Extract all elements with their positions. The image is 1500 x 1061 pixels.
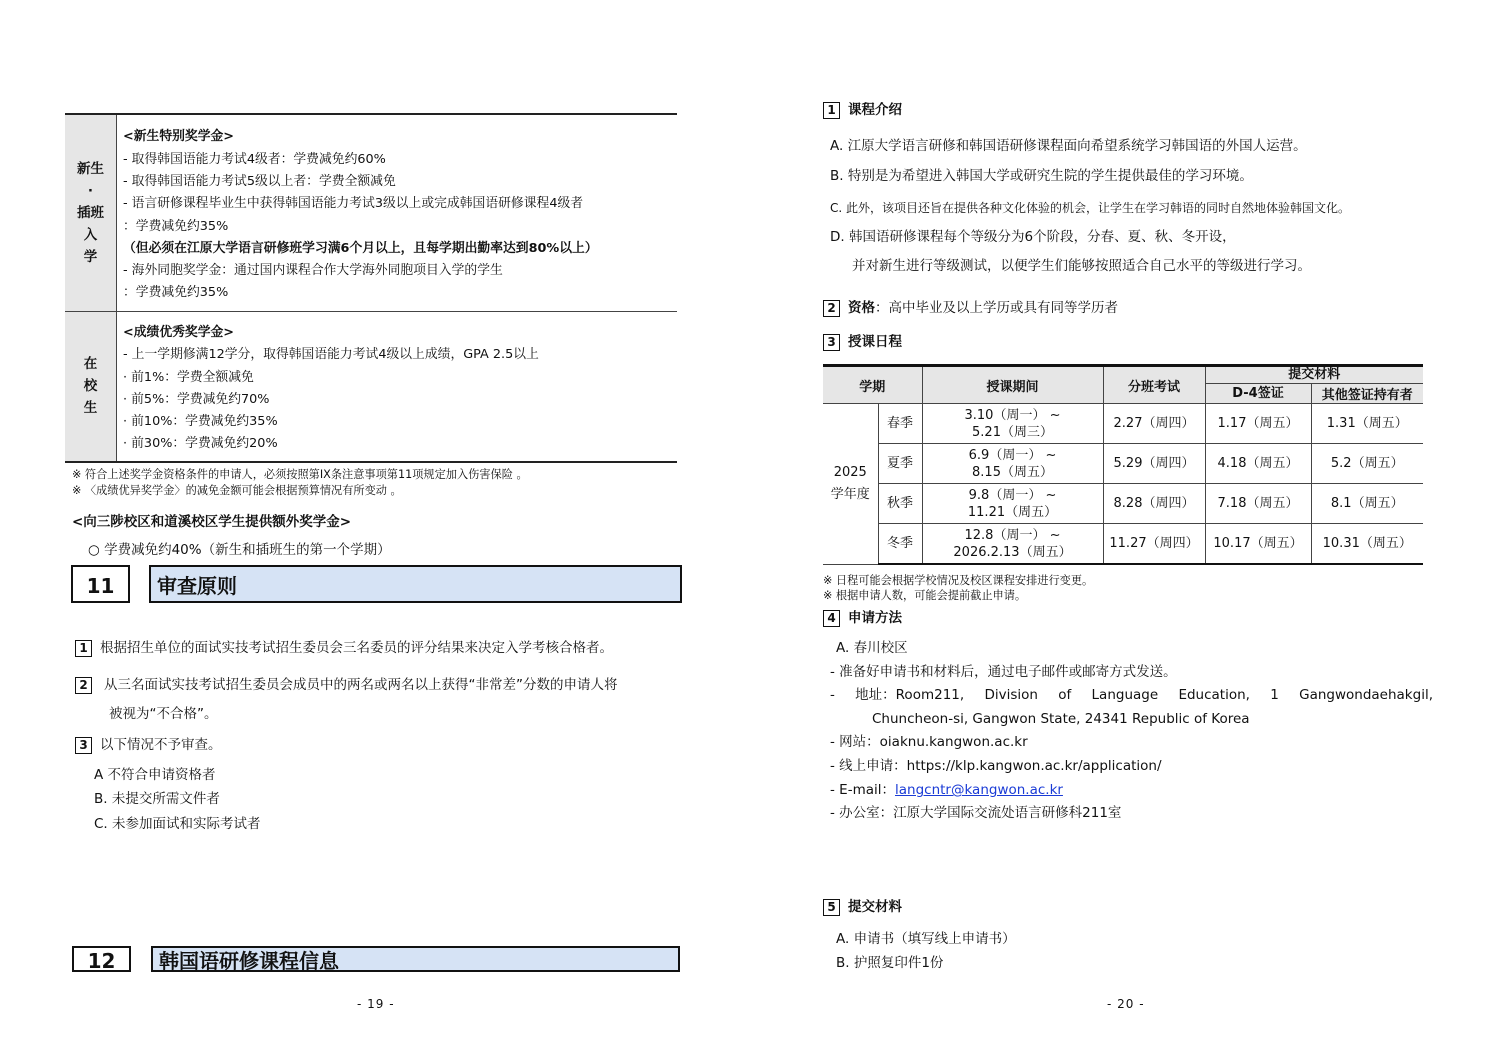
schedule-table — [823, 364, 1423, 565]
document-item-b: B. 护照复印件1份 — [836, 955, 944, 971]
period-start: 3.10（周一） ~ — [964, 407, 1061, 423]
item-text: 以下情况不予审查。 — [100, 737, 222, 753]
period-end: 11.21（周五） — [967, 504, 1058, 520]
number-box: 2 — [75, 677, 92, 694]
section-eligibility — [823, 297, 1118, 320]
period-start: 6.9（周一） ~ — [968, 447, 1057, 463]
d4-cell: 10.17（周五） — [1205, 524, 1311, 565]
header-char: 校 — [83, 378, 98, 395]
intro-item-d-cont: 并对新生进行等级测试，以便学生们能够按照适合自己水平的等级进行学习。 — [852, 258, 1311, 274]
section-12-number: 12 — [72, 946, 131, 972]
list-item: - 上一学期修满12学分，取得韩国语能力考试4级以上成绩，GPA 2.5以上 — [123, 347, 539, 363]
budget-note: ※ 〈成绩优异奖学金〉的减免金额可能会根据预算情况有所变动 。 — [72, 484, 402, 497]
list-item: - 语言研修课程毕业生中获得韩国语能力考试3级以上或完成韩国语研修课程4级者 — [123, 196, 584, 212]
scholarship-table — [65, 113, 677, 463]
season-cell: 春季 — [878, 404, 922, 444]
intro-item-a: A. 江原大学语言研修和韩国语研修课程面向希望系统学习韩国语的外国人运营。 — [830, 138, 1307, 154]
address-word: 1 — [1270, 687, 1279, 703]
header-d4-visa: D-4签证 — [1205, 384, 1311, 404]
table-row — [65, 312, 677, 462]
review-item-3 — [75, 734, 222, 757]
year-label: 学年度 — [830, 486, 870, 502]
eligibility-text: ：高中毕业及以上学历或具有同等学历者 — [875, 300, 1118, 316]
d4-cell: 1.17（周五） — [1205, 404, 1311, 444]
academic-year-cell — [823, 404, 878, 565]
intro-item-b: B. 特别是为希望进入韩国大学或研究生院的学生提供最佳的学习环境。 — [830, 168, 1253, 184]
application-method: - 准备好申请书和材料后，通过电子邮件或邮寄方式发送。 — [830, 664, 1177, 680]
address-line-2: Chuncheon-si, Gangwon State, 24341 Republic of Korea — [872, 711, 1250, 727]
address-label: 地址：Room211, — [855, 687, 965, 703]
section-11-number: 11 — [71, 565, 130, 603]
period-end: 2026.2.13（周五） — [953, 544, 1072, 560]
row-header-current-students — [65, 312, 117, 462]
header-char: · — [87, 183, 94, 199]
period-start: 12.8（周一） ~ — [964, 527, 1061, 543]
number-box: 3 — [823, 334, 840, 351]
address-word: Education, — [1178, 687, 1250, 703]
extra-scholarship-item: ○ 学费减免约40%（新生和插班生的第一个学期） — [88, 542, 391, 558]
exam-cell: 8.28（周四） — [1103, 484, 1205, 524]
item-text: 根据招生单位的面试实技考试招生委员会三名委员的评分结果来决定入学考核合格者。 — [100, 640, 613, 656]
other-cell: 8.1（周五） — [1311, 484, 1423, 524]
email-link[interactable]: langcntr@kangwon.ac.kr — [895, 782, 1063, 798]
section-title: 授课日程 — [848, 334, 902, 350]
review-sub-a: A 不符合申请资格者 — [94, 767, 216, 783]
table-row — [823, 404, 1423, 444]
period-cell — [922, 404, 1103, 444]
season-cell: 冬季 — [878, 524, 922, 565]
table-row — [823, 484, 1423, 524]
table-row — [823, 524, 1423, 565]
number-box: 3 — [75, 737, 92, 754]
intro-item-d: D. 韩国语研修课程每个等级分为6个阶段，分春、夏、秋、冬开设， — [830, 229, 1236, 245]
list-item: - 取得韩国语能力考试5级以上者：学费全额减免 — [123, 173, 396, 189]
address-word: of — [1058, 687, 1072, 703]
header-period: 授课期间 — [922, 366, 1103, 404]
season-cell: 秋季 — [878, 484, 922, 524]
address-word: Language — [1091, 687, 1159, 703]
row-header-new-students — [65, 114, 117, 312]
email-label: - E-mail： — [830, 782, 895, 798]
period-start: 9.8（周一） ~ — [968, 487, 1057, 503]
item-text: 从三名面试实技考试招生委员会成员中的两名或两名以上获得“非常差”分数的申请人将 — [104, 677, 618, 693]
section-11-title: 审查原则 — [149, 565, 682, 603]
number-box: 4 — [823, 610, 840, 627]
review-item-2 — [75, 674, 618, 697]
schedule-note-1: ※ 日程可能会根据学校情况及校区课程安排进行变更。 — [823, 574, 1094, 587]
list-item: · 前10%：学费减免约35% — [123, 414, 278, 430]
page-number-left: - 19 - — [357, 997, 395, 1011]
address-line — [830, 684, 1433, 707]
section-documents — [823, 896, 902, 919]
period-cell — [922, 484, 1103, 524]
list-item: · 前5%：学费减免约70% — [123, 391, 270, 407]
list-item: - 海外同胞奖学金：通过国内课程合作大学海外同胞项目入学的学生 — [123, 263, 503, 279]
list-item: · 前1%：学费全额减免 — [123, 369, 254, 385]
list-item: ：学费减免约35% — [123, 285, 229, 301]
section-title: 资格 — [848, 300, 875, 316]
header-char: 在 — [83, 356, 98, 373]
number-box: 2 — [823, 300, 840, 317]
header-documents: 提交材料 — [1205, 366, 1423, 384]
number-box: 1 — [75, 640, 92, 657]
header-char: 插班 — [77, 205, 104, 221]
header-char: 入 — [83, 227, 98, 243]
period-cell — [922, 524, 1103, 565]
review-item-2-cont: 被视为“不合格”。 — [109, 706, 218, 722]
list-item: （但必须在江原大学语言研修班学习满6个月以上，且每学期出勤率达到80%以上） — [123, 240, 598, 256]
section-title: 课程介绍 — [848, 102, 902, 118]
header-other-visa: 其他签证持有者 — [1311, 384, 1423, 404]
office-line: - 办公室：江原大学国际交流处语言研修科211室 — [830, 805, 1122, 821]
review-item-1 — [75, 637, 613, 660]
extra-scholarship-title: <向三陟校区和道溪校区学生提供额外奖学金> — [72, 514, 352, 530]
header-placement-exam: 分班考试 — [1103, 366, 1205, 404]
number-box: 5 — [823, 899, 840, 916]
list-item: ：学费减免约35% — [123, 218, 229, 234]
online-application-line: - 线上申请：https://klp.kangwon.ac.kr/application/ — [830, 758, 1162, 774]
list-item: <成绩优秀奖学金> — [123, 325, 235, 340]
table-row — [65, 114, 677, 312]
dash: - — [830, 687, 835, 703]
header-char: 新生 — [77, 161, 104, 177]
section-application — [823, 607, 902, 630]
header-char: 生 — [83, 400, 98, 417]
year-text: 2025 — [833, 464, 867, 480]
page-number-right: - 20 - — [1107, 997, 1145, 1011]
review-sub-c: C. 未参加面试和实际考试者 — [94, 816, 261, 832]
list-item: - 取得韩国语能力考试4级者：学费减免约60% — [123, 151, 386, 167]
address-word: Gangwondaehakgil, — [1299, 687, 1433, 703]
section-title: 申请方法 — [848, 610, 902, 626]
campus-label: A. 春川校区 — [836, 640, 908, 656]
schedule-note-2: ※ 根据申请人数，可能会提前截止申请。 — [823, 589, 1027, 602]
season-cell: 夏季 — [878, 444, 922, 484]
exam-cell: 11.27（周四） — [1103, 524, 1205, 565]
period-cell — [922, 444, 1103, 484]
insurance-note: ※ 符合上述奖学金资格条件的申请人，必须按照第IX条注意事项第11项规定加入伤害保险 。 — [72, 468, 528, 481]
email-line — [830, 779, 1063, 802]
section-12-title: 韩国语研修课程信息 — [151, 946, 680, 972]
address-word: Division — [984, 687, 1038, 703]
list-item: · 前30%：学费减免约20% — [123, 436, 278, 452]
other-cell: 1.31（周五） — [1311, 404, 1423, 444]
table-row — [823, 444, 1423, 484]
review-sub-b: B. 未提交所需文件者 — [94, 791, 220, 807]
other-cell: 5.2（周五） — [1311, 444, 1423, 484]
table-header-row — [823, 366, 1423, 384]
d4-cell: 7.18（周五） — [1205, 484, 1311, 524]
other-cell: 10.31（周五） — [1311, 524, 1423, 565]
section-schedule — [823, 331, 902, 354]
merit-scholarship-cell — [117, 312, 678, 462]
list-item: <新生特别奖学金> — [123, 129, 235, 145]
document-item-a: A. 申请书（填写线上申请书） — [836, 931, 1016, 947]
header-term: 学期 — [823, 366, 922, 404]
period-end: 8.15（周五） — [972, 464, 1053, 480]
exam-cell: 2.27（周四） — [1103, 404, 1205, 444]
website-line: - 网站：oiaknu.kangwon.ac.kr — [830, 734, 1028, 750]
intro-item-c: C. 此外，该项目还旨在提供各种文化体验的机会，让学生在学习韩语的同时自然地体验韩国文化。 — [830, 201, 1351, 215]
exam-cell: 5.29（周四） — [1103, 444, 1205, 484]
header-char: 学 — [83, 249, 98, 265]
number-box: 1 — [823, 102, 840, 119]
section-title: 提交材料 — [848, 899, 902, 915]
period-end: 5.21（周三） — [972, 424, 1053, 440]
section-course-intro — [823, 99, 902, 122]
new-student-scholarship-cell — [117, 114, 678, 312]
d4-cell: 4.18（周五） — [1205, 444, 1311, 484]
